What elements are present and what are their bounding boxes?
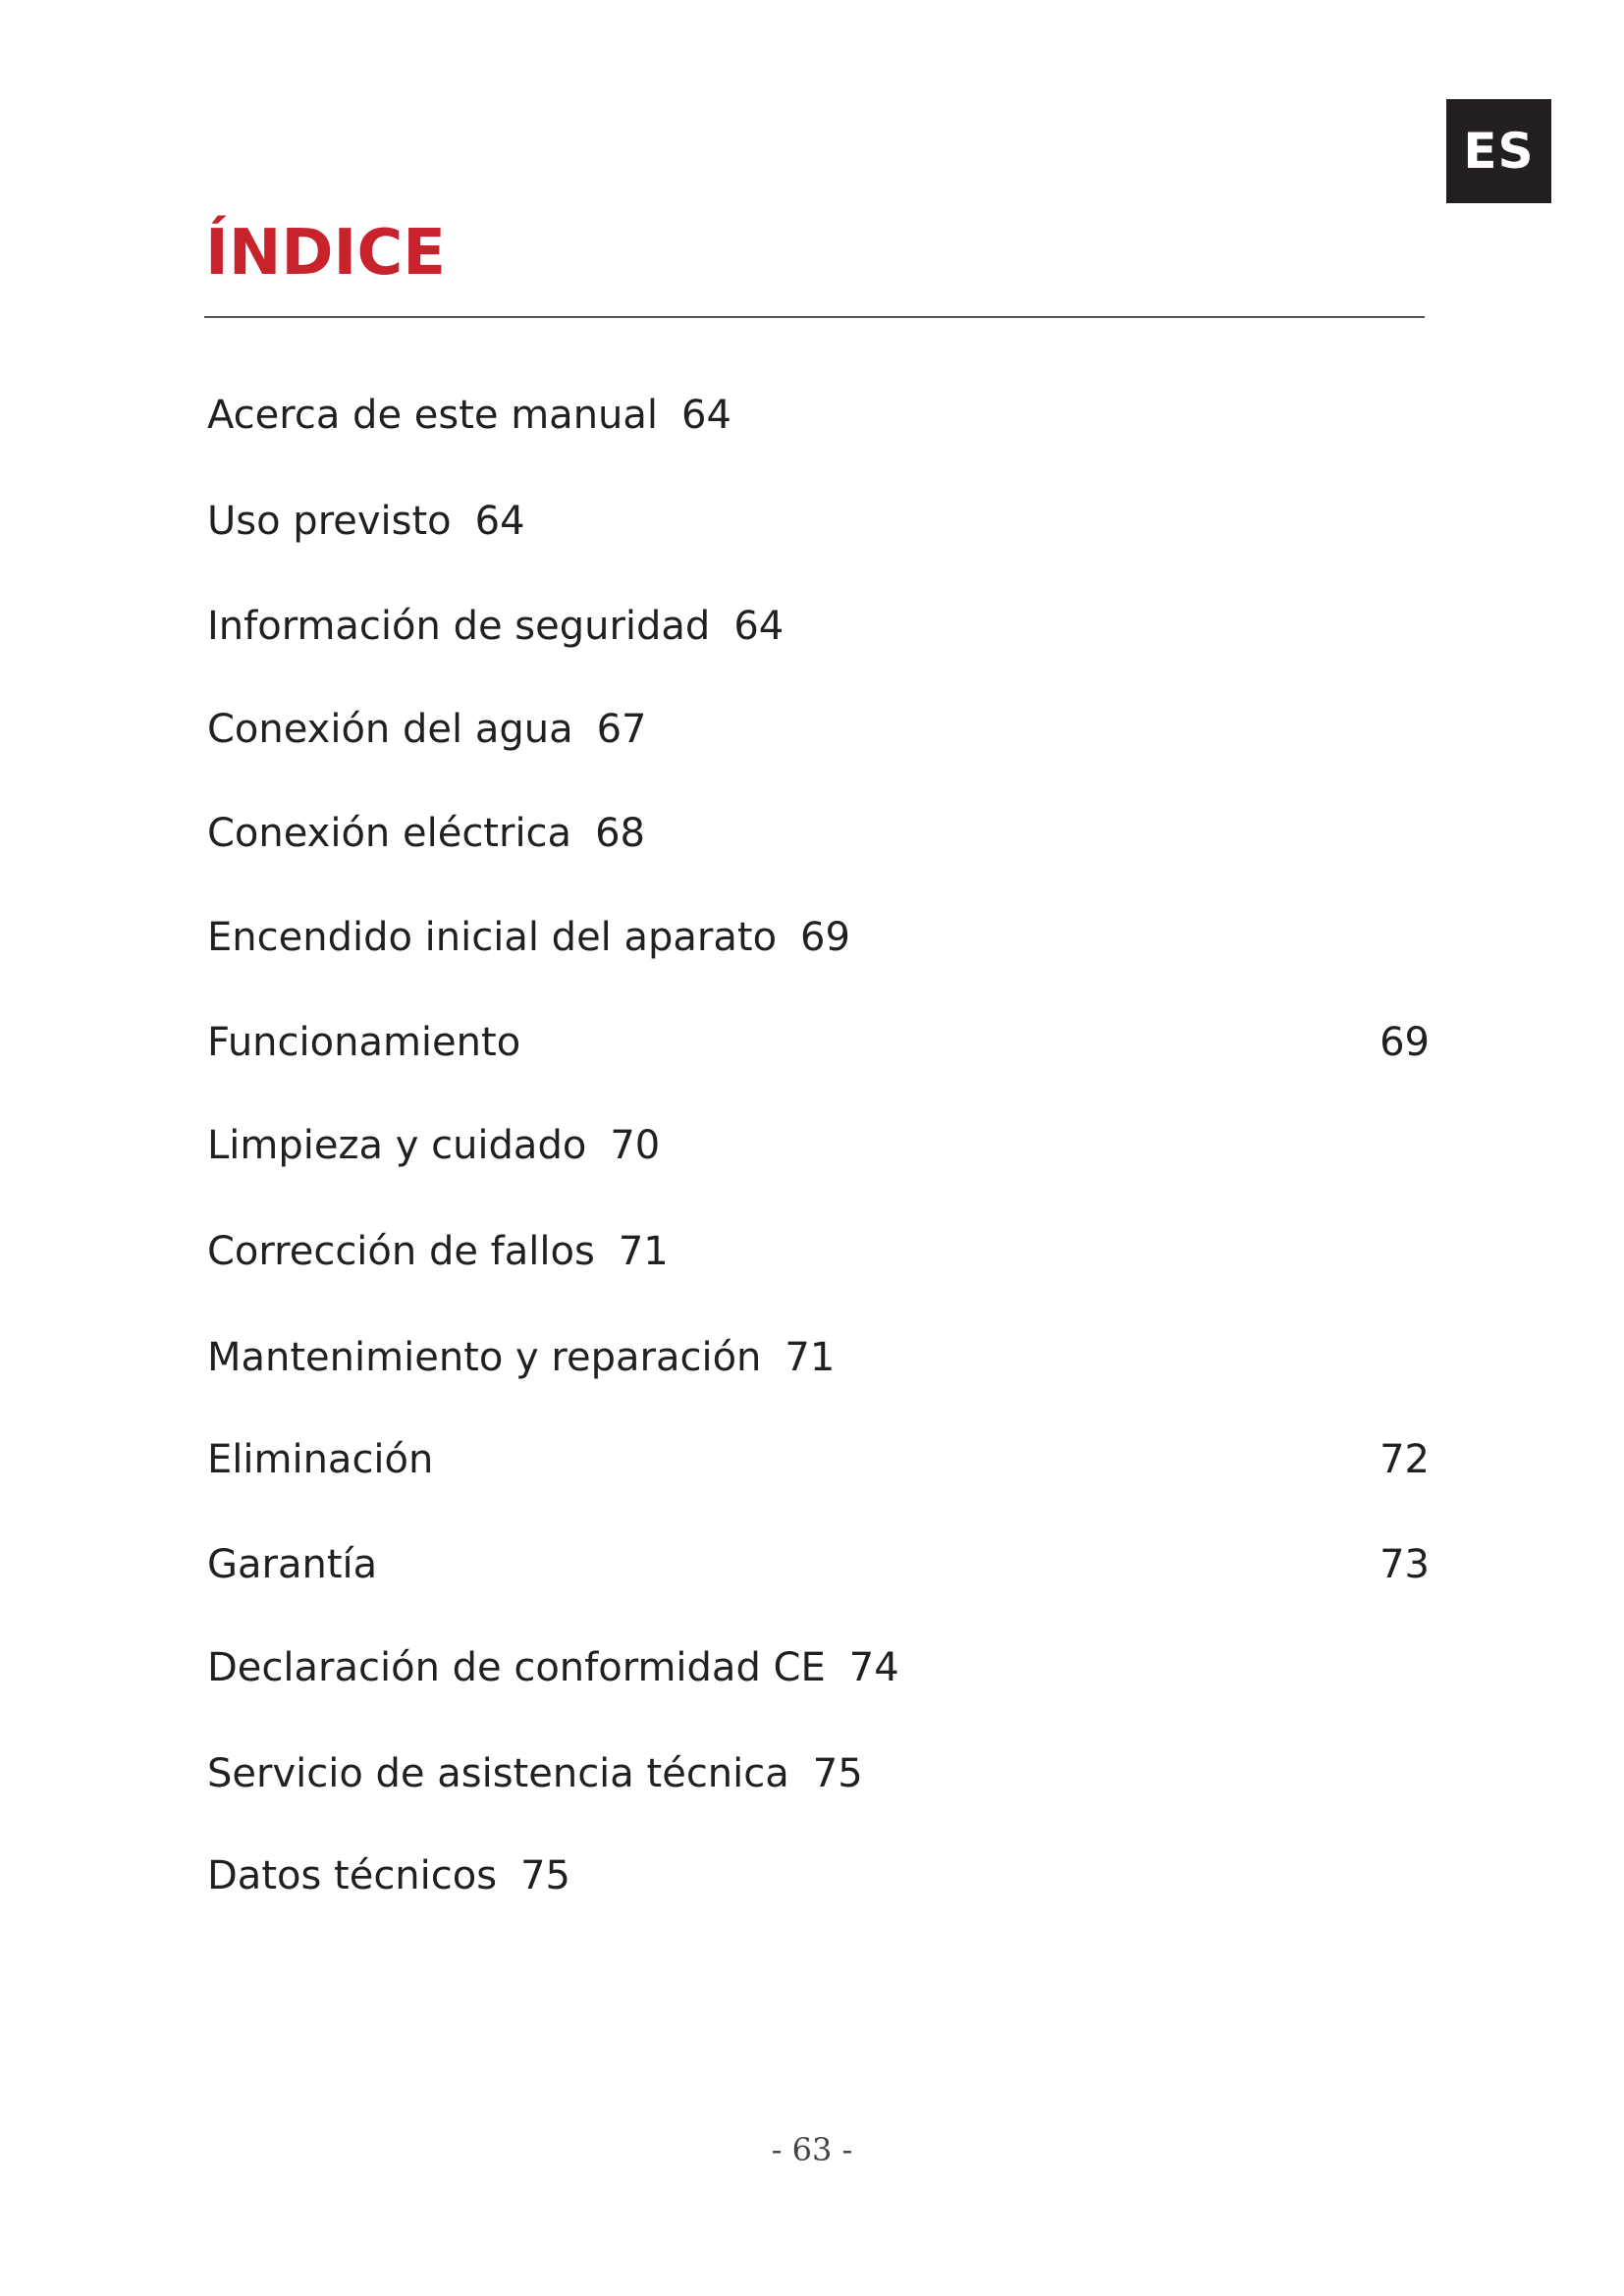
toc-entry-intended-use[interactable] (207, 492, 525, 551)
toc-entry-label: Corrección de fallos (207, 1229, 595, 1274)
toc-entry-disposal[interactable] (207, 1430, 1430, 1489)
toc-entry-page: 71 (785, 1335, 836, 1380)
toc-entry-cleaning-care[interactable] (207, 1116, 660, 1175)
toc-entry-page: 71 (618, 1229, 669, 1274)
toc-entry-initial-startup[interactable] (207, 908, 850, 967)
toc-entry-label: Eliminación (207, 1437, 434, 1482)
toc-entry-warranty[interactable] (207, 1535, 1430, 1594)
toc-entry-label: Mantenimiento y reparación (207, 1335, 762, 1380)
page-title: ÍNDICE (205, 217, 446, 290)
toc-entry-safety-information[interactable] (207, 597, 784, 656)
toc-entry-page: 75 (812, 1751, 863, 1796)
toc-entry-label: Declaración de conformidad CE (207, 1645, 826, 1690)
title-divider (204, 316, 1425, 318)
language-tab: ES (1446, 99, 1551, 203)
toc-entry-label: Limpieza y cuidado (207, 1123, 587, 1168)
toc-entry-maintenance-repair[interactable] (207, 1328, 835, 1387)
toc-entry-label: Garantía (207, 1542, 378, 1587)
toc-entry-page: 70 (610, 1123, 661, 1168)
toc-entry-label: Funcionamiento (207, 1020, 521, 1065)
toc-entry-page: 69 (1380, 1020, 1430, 1065)
toc-entry-water-connection[interactable] (207, 700, 646, 759)
toc-entry-page: 64 (681, 393, 731, 438)
toc-entry-label: Acerca de este manual (207, 393, 659, 438)
toc-entry-page: 64 (474, 499, 525, 544)
toc-entry-page: 68 (595, 811, 645, 856)
toc-entry-page: 67 (596, 707, 647, 752)
toc-entry-page: 64 (733, 604, 785, 649)
toc-entry-technical-service[interactable] (207, 1744, 863, 1803)
toc-entry-page: 74 (848, 1645, 899, 1690)
toc-entry-about-manual[interactable] (207, 386, 731, 445)
toc-entry-troubleshooting[interactable] (207, 1222, 669, 1281)
toc-entry-page: 75 (520, 1853, 570, 1898)
toc-entry-page: 72 (1380, 1437, 1430, 1482)
toc-entry-page: 73 (1380, 1542, 1430, 1587)
toc-entry-label: Datos técnicos (207, 1853, 498, 1898)
page-number: - 63 - (771, 2131, 853, 2168)
toc-entry-label: Servicio de asistencia técnica (207, 1751, 789, 1796)
toc-entry-electrical-connection[interactable] (207, 804, 645, 863)
toc-entry-label: Conexión eléctrica (207, 811, 572, 856)
toc-entry-label: Encendido inicial del aparato (207, 915, 778, 960)
toc-entry-technical-data[interactable] (207, 1846, 570, 1905)
toc-entry-page: 69 (800, 915, 850, 960)
toc-entry-ce-declaration[interactable] (207, 1638, 899, 1697)
toc-entry-label: Uso previsto (207, 499, 452, 544)
toc-entry-label: Conexión del agua (207, 707, 573, 752)
toc-entry-operation[interactable] (207, 1013, 1430, 1072)
toc-entry-label: Información de seguridad (207, 604, 711, 649)
